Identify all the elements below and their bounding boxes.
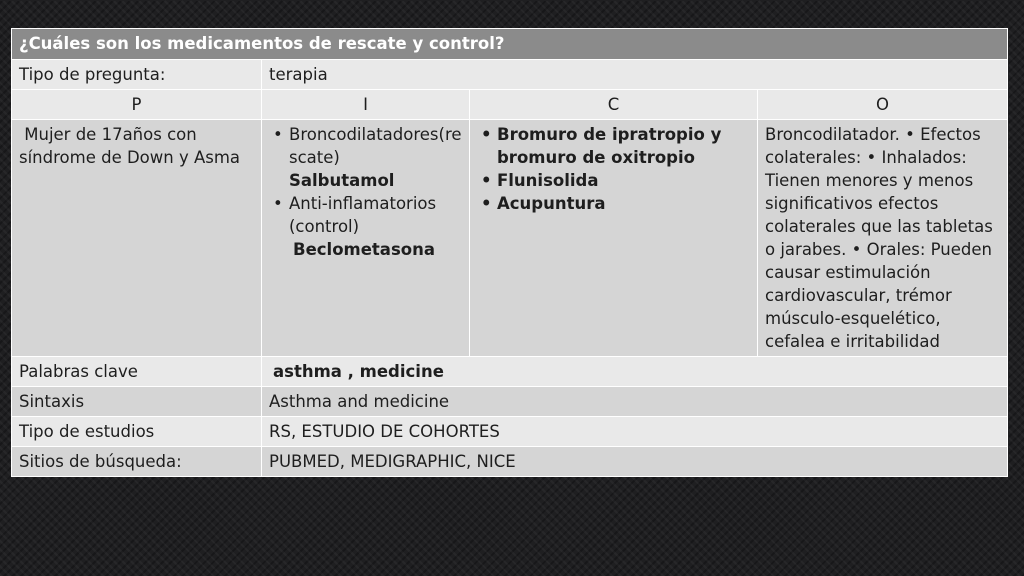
intervention-list xyxy=(269,123,462,261)
list-item: • Flunisolida xyxy=(497,169,750,192)
pico-header-i: I xyxy=(262,90,470,120)
search-sites-value: PUBMED, MEDIGRAPHIC, NICE xyxy=(262,447,1008,477)
question-type-value: terapia xyxy=(262,60,1008,90)
keywords-value xyxy=(262,357,1008,387)
syntax-label: Sintaxis xyxy=(12,387,262,417)
pico-content-row xyxy=(12,120,1008,357)
table-title: ¿Cuáles son los medicamentos de rescate y control? xyxy=(12,29,1008,60)
pico-header-c: C xyxy=(470,90,758,120)
table-row xyxy=(12,357,1008,387)
pico-header-p: P xyxy=(12,90,262,120)
study-type-value: RS, ESTUDIO DE COHORTES xyxy=(262,417,1008,447)
intervention-drug: Salbutamol xyxy=(289,171,395,190)
pico-i-cell xyxy=(262,120,470,357)
list-item xyxy=(289,123,462,192)
list-item xyxy=(289,192,462,261)
pico-c-cell xyxy=(470,120,758,357)
question-type-label: Tipo de pregunta: xyxy=(12,60,262,90)
study-type-label: Tipo de estudios xyxy=(12,417,262,447)
intervention-text: Broncodilatadores(rescate) xyxy=(289,125,462,167)
intervention-text: Anti-inflamatorios (control) xyxy=(289,194,437,236)
table-row xyxy=(12,447,1008,477)
table-row xyxy=(12,387,1008,417)
comparison-list xyxy=(477,123,750,215)
pico-header-o: O xyxy=(758,90,1008,120)
pico-header-row xyxy=(12,90,1008,120)
table-row xyxy=(12,417,1008,447)
list-item: • Bromuro de ipratropio y bromuro de oxitropio xyxy=(497,123,750,169)
table-row xyxy=(12,60,1008,90)
keywords-label: Palabras clave xyxy=(12,357,262,387)
intervention-drug: Beclometasona xyxy=(293,240,435,259)
pico-p-cell: Mujer de 17años con síndrome de Down y Asma xyxy=(12,120,262,357)
pico-o-cell: Broncodilatador. • Efectos colaterales: • Inhalados: Tienen menores y menos significativos efectos colaterales que las tabletas o jarabes. • Orales: Pueden causar estimulación cardiovascular, trémor músculo-esquelético, cefalea e irritabilidad xyxy=(758,120,1008,357)
keywords-text: asthma , medicine xyxy=(273,362,444,381)
search-sites-label: Sitios de búsqueda: xyxy=(12,447,262,477)
list-item: • Acupuntura xyxy=(497,192,750,215)
syntax-value: Asthma and medicine xyxy=(262,387,1008,417)
pico-table xyxy=(11,28,1008,477)
table-header-row xyxy=(12,29,1008,60)
